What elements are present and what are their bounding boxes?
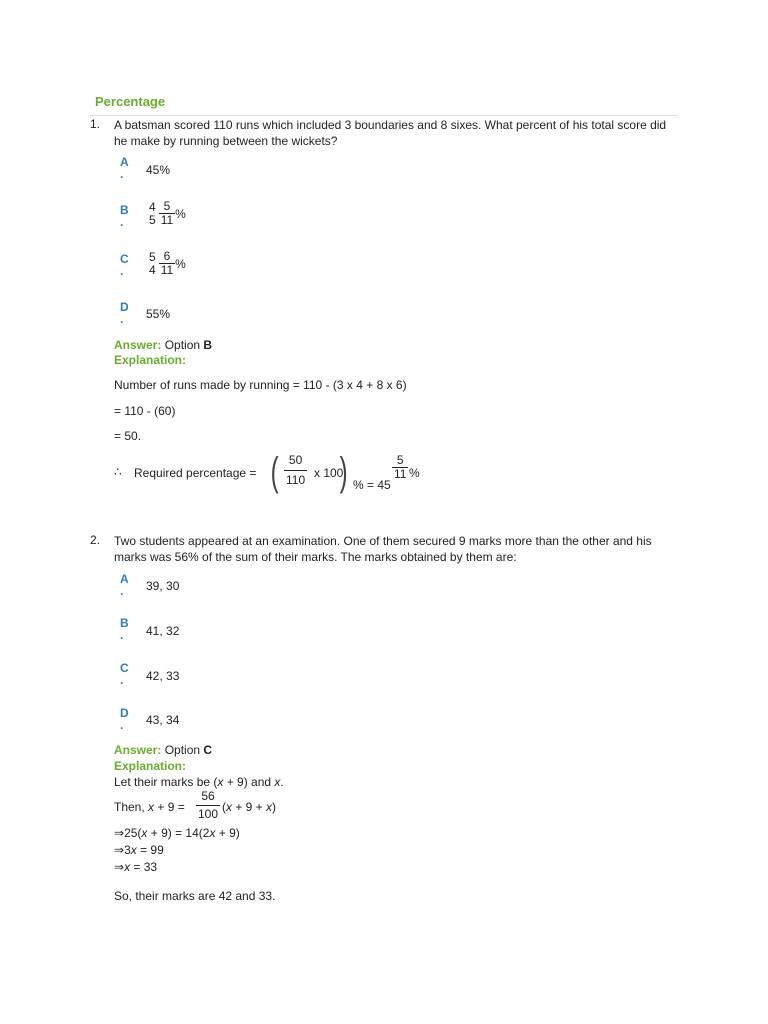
percent-sign: % — [175, 256, 186, 271]
explanation-line: = 50. — [114, 429, 142, 443]
answer-line — [114, 743, 212, 758]
option-dot: . — [120, 628, 124, 642]
explanation-line: Number of runs made by running = 110 - (3 x 4 + 8 x 6) — [114, 378, 407, 392]
option-b[interactable] — [120, 616, 129, 640]
option-value: 45% — [146, 163, 171, 177]
whole-top: 5 — [149, 249, 156, 264]
question-text: A batsman scored 110 runs which included 3 boundaries and 8 sixes. What percent of his total score did he make by running between the wickets? — [114, 118, 667, 148]
percent-sign: % — [175, 206, 186, 221]
option-d[interactable] — [120, 300, 129, 324]
text-fragment: ( — [222, 800, 226, 814]
text-fragment: + 9 + — [232, 800, 267, 814]
option-value: 55% — [146, 307, 171, 321]
question-number: 2. — [90, 533, 101, 547]
text-fragment: 25( — [124, 826, 142, 840]
option-dot: . — [120, 167, 124, 181]
answer-option: B — [203, 338, 213, 352]
option-letter: D — [120, 300, 129, 314]
fraction-numerator: 5 — [396, 453, 404, 467]
implies-arrow-icon: ⇒ — [114, 826, 125, 840]
option-value-mixed-fraction — [149, 200, 186, 227]
explanation-line — [114, 800, 185, 815]
times-text: x 100 — [314, 466, 344, 480]
option-a[interactable] — [120, 572, 129, 596]
option-value: 41, 32 — [146, 624, 180, 638]
option-a[interactable] — [120, 155, 129, 179]
answer-label: Answer: — [114, 743, 162, 757]
option-value-mixed-fraction — [149, 250, 186, 277]
explanation-line — [114, 775, 284, 790]
option-dot: . — [120, 264, 124, 278]
percent-equals: % = 45 — [353, 478, 391, 492]
variable-x: x — [124, 860, 131, 874]
option-letter: B — [120, 616, 129, 630]
option-dot: . — [120, 584, 124, 598]
implies-arrow-icon: ⇒ — [114, 843, 125, 857]
text-fragment: + 9) and — [223, 775, 275, 789]
explanation-line — [114, 860, 157, 875]
text-fragment: + 9 = — [154, 800, 185, 814]
variable-x: x — [274, 775, 281, 789]
implies-arrow-icon: ⇒ — [114, 860, 125, 874]
fraction — [284, 454, 307, 487]
explanation-line — [114, 826, 240, 841]
whole-top: 4 — [149, 199, 156, 214]
text-fragment: = 99 — [136, 843, 164, 857]
text-fragment: 3 — [124, 843, 131, 857]
option-b[interactable] — [120, 203, 129, 227]
option-dot: . — [120, 718, 124, 732]
explanation-conclusion: So, their marks are 42 and 33. — [114, 889, 276, 903]
option-dot: . — [120, 312, 124, 326]
question-number: 1. — [90, 117, 101, 131]
variable-x: x — [226, 800, 232, 814]
explanation-line: = 110 - (60) — [114, 404, 176, 418]
therefore-symbol: ∴ — [114, 465, 122, 479]
option-dot: . — [120, 673, 124, 687]
explanation-label: Explanation: — [114, 353, 187, 367]
answer-option: C — [203, 743, 213, 757]
text-fragment: + 9) — [215, 826, 240, 840]
whole-bottom: 4 — [149, 262, 156, 277]
percent-sign: % — [409, 466, 420, 480]
text-fragment: Let their marks be ( — [114, 775, 218, 789]
option-c[interactable] — [120, 661, 129, 685]
fraction-numerator: 56 — [201, 789, 215, 803]
section-title: Percentage — [95, 94, 166, 109]
text-fragment: + 9) = 14(2 — [147, 826, 210, 840]
option-letter: C — [120, 252, 129, 266]
fraction — [196, 790, 220, 821]
option-c[interactable] — [120, 252, 129, 276]
explanation-fragment — [222, 800, 276, 815]
option-letter: C — [120, 661, 129, 675]
variable-x: x — [266, 800, 273, 814]
variable-x: x — [141, 826, 148, 840]
answer-label: Answer: — [114, 338, 162, 352]
text-fragment: = 33 — [130, 860, 158, 874]
option-letter: D — [120, 706, 129, 720]
option-dot: . — [120, 215, 124, 229]
variable-x: x — [217, 775, 224, 789]
answer-line — [114, 338, 212, 353]
divider — [90, 115, 678, 116]
text-fragment: ) — [272, 800, 277, 814]
option-value: 43, 34 — [146, 713, 180, 727]
answer-prefix: Option — [164, 743, 201, 757]
variable-x: x — [130, 843, 137, 857]
option-value: 42, 33 — [146, 669, 180, 683]
text-fragment: Then, — [114, 800, 149, 814]
explanation-line — [114, 843, 164, 858]
fraction-denominator: 100 — [198, 807, 219, 821]
variable-x: x — [148, 800, 155, 814]
text-fragment: . — [280, 775, 284, 789]
option-letter: A — [120, 572, 129, 586]
result-fraction — [392, 454, 408, 481]
fraction-numerator: 5 — [163, 199, 171, 213]
option-d[interactable] — [120, 706, 129, 730]
whole-bottom: 5 — [149, 212, 156, 227]
left-paren: ( — [270, 450, 279, 494]
fraction-denominator: 110 — [284, 470, 307, 487]
right-paren: ) — [339, 450, 348, 494]
fraction-denominator: 11 — [160, 263, 174, 277]
option-value: 39, 30 — [146, 579, 180, 593]
option-letter: A — [120, 155, 129, 169]
answer-prefix: Option — [164, 338, 201, 352]
variable-x: x — [209, 826, 216, 840]
fraction-denominator: 11 — [394, 467, 407, 481]
explanation-label: Explanation: — [114, 759, 187, 773]
required-text: Required percentage = — [134, 466, 257, 480]
question-text: Two students appeared at an examination. One of them secured 9 marks more than the other and his marks was 56% of the sum of their marks. The marks obtained by them are: — [114, 534, 652, 564]
fraction-denominator: 11 — [160, 213, 174, 227]
fraction-numerator: 50 — [288, 453, 303, 467]
option-letter: B — [120, 203, 129, 217]
fraction-numerator: 6 — [163, 249, 171, 263]
